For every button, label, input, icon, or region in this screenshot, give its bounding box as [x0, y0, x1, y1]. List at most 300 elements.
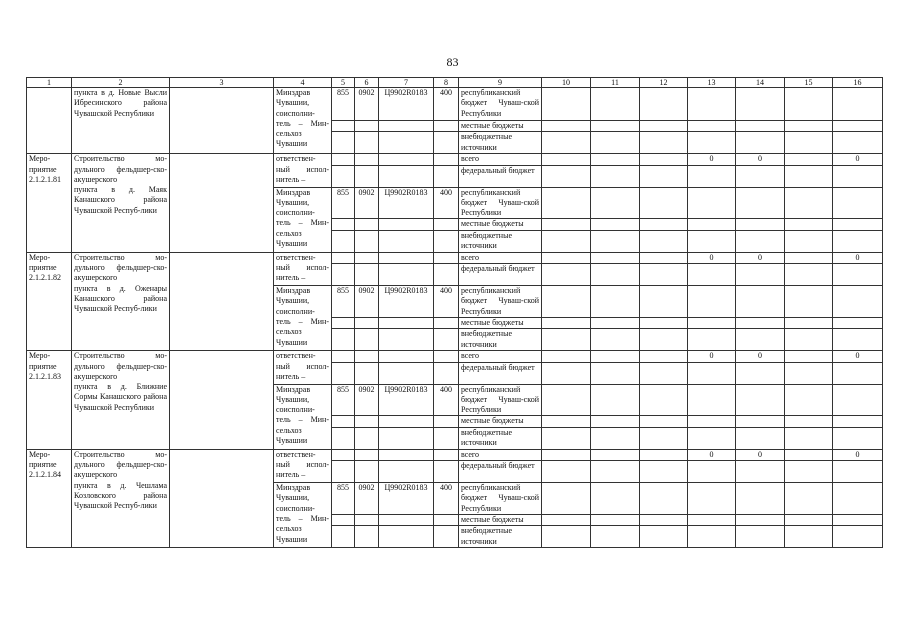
- amount-cell: [785, 264, 833, 286]
- amount-cell: [736, 121, 785, 132]
- column-number: 15: [785, 78, 833, 88]
- amount-cell: [591, 252, 640, 263]
- budget-code-cell: [355, 329, 379, 351]
- amount-cell: [736, 329, 785, 351]
- responsible-executor: ответствен-ный испол-нитель –: [274, 252, 332, 285]
- amount-cell: [542, 351, 591, 362]
- budget-code-cell: [434, 165, 459, 187]
- amount-cell: [688, 264, 736, 286]
- funding-source: местные бюджеты: [459, 317, 542, 328]
- budget-code-cell: [434, 264, 459, 286]
- funding-source: федеральный бюджет: [459, 461, 542, 483]
- table-row: [27, 88, 883, 121]
- budget-code-cell: [332, 362, 355, 384]
- amount-cell: [688, 427, 736, 449]
- amount-cell: [785, 252, 833, 263]
- column-number: 13: [688, 78, 736, 88]
- column-number: 3: [170, 78, 274, 88]
- measure-id: Меро-приятие 2.1.2.1.82: [27, 252, 72, 350]
- funding-source: всего: [459, 449, 542, 460]
- amount-cell: [591, 362, 640, 384]
- amount-cell: [591, 449, 640, 460]
- budget-code-cell: [355, 252, 379, 263]
- amount-cell: [833, 384, 883, 416]
- column-number: 7: [379, 78, 434, 88]
- funding-source: местные бюджеты: [459, 219, 542, 230]
- amount-cell: [640, 286, 688, 318]
- budget-code-cell: [332, 154, 355, 165]
- budget-code-cell: [434, 329, 459, 351]
- budget-code-cell: [355, 121, 379, 132]
- amount-cell: [736, 230, 785, 252]
- amount-cell: [591, 219, 640, 230]
- amount-cell: [736, 427, 785, 449]
- amount-cell: [640, 132, 688, 154]
- funding-source: всего: [459, 252, 542, 263]
- budget-code-cell: [434, 461, 459, 483]
- funding-source: федеральный бюджет: [459, 264, 542, 286]
- budget-code-cell: Ц9902R0183: [379, 187, 434, 219]
- amount-cell: [542, 514, 591, 525]
- budget-code-cell: [379, 329, 434, 351]
- amount-cell: [833, 121, 883, 132]
- amount-cell: [591, 351, 640, 362]
- column-number: 2: [72, 78, 170, 88]
- funding-source: внебюджетные источники: [459, 526, 542, 548]
- budget-code-cell: [332, 264, 355, 286]
- amount-cell: [785, 230, 833, 252]
- budget-code-cell: [379, 264, 434, 286]
- amount-cell: [736, 416, 785, 427]
- amount-cell: [736, 317, 785, 328]
- amount-cell: [640, 461, 688, 483]
- co-executor: Минздрав Чувашии, соисполни-тель – Мин-сельхоз Чувашии: [274, 286, 332, 351]
- amount-cell: [591, 416, 640, 427]
- amount-cell: [640, 329, 688, 351]
- budget-code-cell: 0902: [355, 88, 379, 121]
- funding-source: всего: [459, 351, 542, 362]
- amount-cell: [591, 526, 640, 548]
- budget-code-cell: [379, 252, 434, 263]
- amount-cell: [640, 230, 688, 252]
- amount-cell: [542, 416, 591, 427]
- budget-code-cell: [379, 427, 434, 449]
- measure-id: Меро-приятие 2.1.2.1.83: [27, 351, 72, 449]
- amount-cell: [640, 187, 688, 219]
- amount-cell: [591, 329, 640, 351]
- amount-cell: 0: [736, 351, 785, 362]
- amount-cell: [736, 219, 785, 230]
- measure-id: Меро-приятие 2.1.2.1.84: [27, 449, 72, 547]
- table-row: [27, 351, 883, 362]
- column-number: 16: [833, 78, 883, 88]
- amount-cell: [688, 121, 736, 132]
- budget-code-cell: [332, 252, 355, 263]
- budget-code-cell: [434, 252, 459, 263]
- budget-code-cell: 0902: [355, 286, 379, 318]
- amount-cell: [542, 219, 591, 230]
- budget-code-cell: [332, 121, 355, 132]
- amount-cell: [785, 88, 833, 121]
- amount-cell: [785, 362, 833, 384]
- amount-cell: [785, 351, 833, 362]
- amount-cell: [640, 88, 688, 121]
- amount-cell: [688, 286, 736, 318]
- budget-code-cell: Ц9902R0183: [379, 384, 434, 416]
- amount-cell: [591, 461, 640, 483]
- budget-code-cell: [434, 154, 459, 165]
- amount-cell: [640, 384, 688, 416]
- table-row: [27, 252, 883, 263]
- amount-cell: [591, 286, 640, 318]
- budget-code-cell: 855: [332, 286, 355, 318]
- budget-code-cell: [332, 514, 355, 525]
- budget-code-cell: 0902: [355, 187, 379, 219]
- budget-code-cell: [355, 362, 379, 384]
- amount-cell: [688, 88, 736, 121]
- funding-source: федеральный бюджет: [459, 362, 542, 384]
- measure-description: Строительство мо-дульного фельдшер-ско-акушерского пункта в д. Маяк Канашского района Чувашской Респуб-лики: [72, 154, 170, 252]
- amount-cell: [542, 449, 591, 460]
- amount-cell: [736, 165, 785, 187]
- amount-cell: [833, 514, 883, 525]
- measure-description: Строительство мо-дульного фельдшер-ско-акушерского пункта в д. Оженары Канашского района Чувашской Респуб-лики: [72, 252, 170, 350]
- budget-code-cell: [434, 132, 459, 154]
- amount-cell: [591, 264, 640, 286]
- budget-code-cell: [332, 351, 355, 362]
- amount-cell: [785, 187, 833, 219]
- funding-source: внебюджетные источники: [459, 230, 542, 252]
- amount-cell: [736, 132, 785, 154]
- amount-cell: [688, 165, 736, 187]
- amount-cell: [542, 286, 591, 318]
- amount-cell: [542, 483, 591, 515]
- amount-cell: [688, 384, 736, 416]
- executor-cell: Минздрав Чувашии, соисполни-тель – Мин-сельхоз Чувашии: [274, 88, 332, 154]
- amount-cell: [591, 187, 640, 219]
- amount-cell: [785, 154, 833, 165]
- budget-code-cell: [434, 427, 459, 449]
- amount-cell: 0: [736, 252, 785, 263]
- column-number: 4: [274, 78, 332, 88]
- budget-code-cell: 855: [332, 483, 355, 515]
- amount-cell: [736, 264, 785, 286]
- amount-cell: [640, 483, 688, 515]
- budget-code-cell: [355, 154, 379, 165]
- amount-cell: 0: [833, 351, 883, 362]
- budget-code-cell: [332, 427, 355, 449]
- budget-table: [26, 77, 883, 548]
- goal-cell: [170, 449, 274, 547]
- amount-cell: [736, 514, 785, 525]
- amount-cell: [833, 230, 883, 252]
- budget-code-cell: 855: [332, 384, 355, 416]
- amount-cell: [591, 483, 640, 515]
- column-number: 1: [27, 78, 72, 88]
- amount-cell: [591, 514, 640, 525]
- responsible-executor: ответствен-ный испол-нитель –: [274, 154, 332, 187]
- amount-cell: [833, 165, 883, 187]
- amount-cell: 0: [688, 252, 736, 263]
- budget-code-cell: [379, 219, 434, 230]
- budget-code-cell: [379, 121, 434, 132]
- funding-source: федеральный бюджет: [459, 165, 542, 187]
- funding-source: республиканский бюджет Чуваш-ской Республики: [459, 187, 542, 219]
- amount-cell: [542, 264, 591, 286]
- budget-code-cell: [355, 132, 379, 154]
- funding-source: местные бюджеты: [459, 416, 542, 427]
- amount-cell: [833, 317, 883, 328]
- amount-cell: 0: [833, 154, 883, 165]
- budget-code-cell: [434, 526, 459, 548]
- amount-cell: [542, 88, 591, 121]
- goal-cell: [170, 154, 274, 252]
- amount-cell: [833, 416, 883, 427]
- budget-code-cell: [379, 449, 434, 460]
- amount-cell: [688, 187, 736, 219]
- budget-code-cell: [379, 230, 434, 252]
- measure-description: пункта в д. Новые Высли Ибресинского района Чувашской Республики: [72, 88, 170, 154]
- budget-code-cell: [332, 461, 355, 483]
- budget-code-cell: [332, 219, 355, 230]
- budget-code-cell: Ц9902R0183: [379, 88, 434, 121]
- budget-code-cell: 400: [434, 88, 459, 121]
- amount-cell: [640, 154, 688, 165]
- amount-cell: [688, 483, 736, 515]
- budget-code-cell: [332, 416, 355, 427]
- funding-source: внебюджетные источники: [459, 329, 542, 351]
- amount-cell: [591, 230, 640, 252]
- column-number: 14: [736, 78, 785, 88]
- amount-cell: [591, 317, 640, 328]
- amount-cell: [688, 219, 736, 230]
- amount-cell: [542, 427, 591, 449]
- amount-cell: [688, 416, 736, 427]
- funding-source: внебюджетные источники: [459, 132, 542, 154]
- budget-code-cell: [332, 165, 355, 187]
- budget-code-cell: [434, 351, 459, 362]
- budget-code-cell: [332, 230, 355, 252]
- budget-code-cell: [355, 317, 379, 328]
- budget-code-cell: [434, 416, 459, 427]
- amount-cell: [785, 427, 833, 449]
- amount-cell: [736, 483, 785, 515]
- budget-code-cell: [379, 351, 434, 362]
- amount-cell: [785, 514, 833, 525]
- amount-cell: [833, 483, 883, 515]
- budget-code-cell: [434, 219, 459, 230]
- amount-cell: [833, 362, 883, 384]
- amount-cell: [591, 384, 640, 416]
- amount-cell: [591, 88, 640, 121]
- amount-cell: [833, 187, 883, 219]
- amount-cell: [688, 132, 736, 154]
- amount-cell: [736, 362, 785, 384]
- measure-id: Меро-приятие 2.1.2.1.81: [27, 154, 72, 252]
- amount-cell: [640, 351, 688, 362]
- column-number: 12: [640, 78, 688, 88]
- budget-code-cell: [355, 351, 379, 362]
- column-number: 5: [332, 78, 355, 88]
- budget-code-cell: [434, 514, 459, 525]
- budget-code-cell: [332, 329, 355, 351]
- amount-cell: [542, 526, 591, 548]
- amount-cell: [542, 121, 591, 132]
- funding-source: республиканский бюджет Чуваш-ской Республики: [459, 483, 542, 515]
- amount-cell: [833, 88, 883, 121]
- budget-code-cell: [355, 449, 379, 460]
- budget-code-cell: [355, 230, 379, 252]
- budget-code-cell: [355, 416, 379, 427]
- budget-code-cell: Ц9902R0183: [379, 286, 434, 318]
- budget-code-cell: [355, 264, 379, 286]
- funding-source: внебюджетные источники: [459, 427, 542, 449]
- co-executor: Минздрав Чувашии, соисполни-тель – Мин-сельхоз Чувашии: [274, 483, 332, 548]
- budget-code-cell: [355, 165, 379, 187]
- budget-code-cell: 0902: [355, 483, 379, 515]
- amount-cell: [542, 461, 591, 483]
- amount-cell: [688, 461, 736, 483]
- budget-code-cell: [434, 230, 459, 252]
- column-number: 8: [434, 78, 459, 88]
- amount-cell: [785, 132, 833, 154]
- amount-cell: [736, 526, 785, 548]
- amount-cell: [736, 461, 785, 483]
- budget-code-cell: [332, 449, 355, 460]
- amount-cell: [640, 449, 688, 460]
- amount-cell: [688, 317, 736, 328]
- amount-cell: [591, 132, 640, 154]
- amount-cell: [736, 384, 785, 416]
- budget-code-cell: [332, 526, 355, 548]
- amount-cell: [542, 317, 591, 328]
- budget-code-cell: 400: [434, 384, 459, 416]
- budget-code-cell: 400: [434, 187, 459, 219]
- amount-cell: [542, 154, 591, 165]
- amount-cell: [736, 187, 785, 219]
- funding-source: местные бюджеты: [459, 121, 542, 132]
- column-number: 10: [542, 78, 591, 88]
- table-row: [27, 154, 883, 165]
- responsible-executor: ответствен-ный испол-нитель –: [274, 449, 332, 482]
- column-number: 11: [591, 78, 640, 88]
- funding-source: республиканский бюджет Чуваш-ской Республики: [459, 384, 542, 416]
- column-number: 9: [459, 78, 542, 88]
- budget-code-cell: 400: [434, 286, 459, 318]
- amount-cell: 0: [736, 449, 785, 460]
- page-number: 83: [446, 55, 459, 69]
- column-number: 6: [355, 78, 379, 88]
- funding-source: всего: [459, 154, 542, 165]
- budget-code-cell: [355, 526, 379, 548]
- budget-code-cell: 855: [332, 187, 355, 219]
- amount-cell: [833, 427, 883, 449]
- amount-cell: [640, 416, 688, 427]
- amount-cell: [736, 88, 785, 121]
- amount-cell: 0: [688, 449, 736, 460]
- amount-cell: [833, 219, 883, 230]
- amount-cell: [833, 526, 883, 548]
- amount-cell: [785, 219, 833, 230]
- amount-cell: [542, 187, 591, 219]
- co-executor: Минздрав Чувашии, соисполни-тель – Мин-сельхоз Чувашии: [274, 187, 332, 252]
- header-row: [27, 78, 883, 88]
- amount-cell: [785, 165, 833, 187]
- amount-cell: [591, 121, 640, 132]
- budget-code-cell: [434, 362, 459, 384]
- amount-cell: [833, 329, 883, 351]
- amount-cell: [640, 317, 688, 328]
- amount-cell: [688, 329, 736, 351]
- amount-cell: [785, 384, 833, 416]
- amount-cell: [688, 362, 736, 384]
- amount-cell: [640, 252, 688, 263]
- amount-cell: [688, 514, 736, 525]
- budget-code-cell: [379, 132, 434, 154]
- amount-cell: [591, 165, 640, 187]
- amount-cell: [542, 252, 591, 263]
- goal-cell: [170, 88, 274, 154]
- amount-cell: [640, 219, 688, 230]
- amount-cell: [833, 286, 883, 318]
- table-row: [27, 449, 883, 460]
- funding-source: местные бюджеты: [459, 514, 542, 525]
- measure-description: Строительство мо-дульного фельдшер-ско-акушерского пункта в д. Ближние Сормы Канашского района Чувашской Республики: [72, 351, 170, 449]
- amount-cell: [785, 329, 833, 351]
- budget-code-cell: [379, 362, 434, 384]
- budget-code-cell: [379, 514, 434, 525]
- amount-cell: [591, 154, 640, 165]
- amount-cell: [785, 461, 833, 483]
- amount-cell: [833, 264, 883, 286]
- budget-code-cell: [379, 416, 434, 427]
- amount-cell: 0: [833, 449, 883, 460]
- budget-code-cell: [379, 154, 434, 165]
- amount-cell: [591, 427, 640, 449]
- budget-code-cell: [434, 317, 459, 328]
- budget-code-cell: 855: [332, 88, 355, 121]
- amount-cell: 0: [688, 351, 736, 362]
- amount-cell: 0: [736, 154, 785, 165]
- amount-cell: [785, 286, 833, 318]
- measure-id-cell: [27, 88, 72, 154]
- funding-source: республиканский бюджет Чуваш-ской Республики: [459, 88, 542, 121]
- amount-cell: [833, 132, 883, 154]
- amount-cell: [640, 121, 688, 132]
- amount-cell: [542, 362, 591, 384]
- responsible-executor: ответствен-ный испол-нитель –: [274, 351, 332, 384]
- goal-cell: [170, 351, 274, 449]
- funding-source: республиканский бюджет Чуваш-ской Республики: [459, 286, 542, 318]
- budget-code-cell: [355, 219, 379, 230]
- budget-code-cell: [379, 165, 434, 187]
- budget-code-cell: Ц9902R0183: [379, 483, 434, 515]
- amount-cell: [785, 317, 833, 328]
- amount-cell: [785, 121, 833, 132]
- amount-cell: [542, 329, 591, 351]
- amount-cell: [785, 449, 833, 460]
- amount-cell: [640, 526, 688, 548]
- amount-cell: [542, 230, 591, 252]
- amount-cell: [640, 427, 688, 449]
- amount-cell: [688, 526, 736, 548]
- amount-cell: [688, 230, 736, 252]
- amount-cell: [640, 362, 688, 384]
- measure-description: Строительство мо-дульного фельдшер-ско-акушерского пункта в д. Чешлама Козловского района Чувашской Респуб-лики: [72, 449, 170, 547]
- budget-code-cell: [379, 461, 434, 483]
- budget-code-cell: 400: [434, 483, 459, 515]
- amount-cell: [640, 165, 688, 187]
